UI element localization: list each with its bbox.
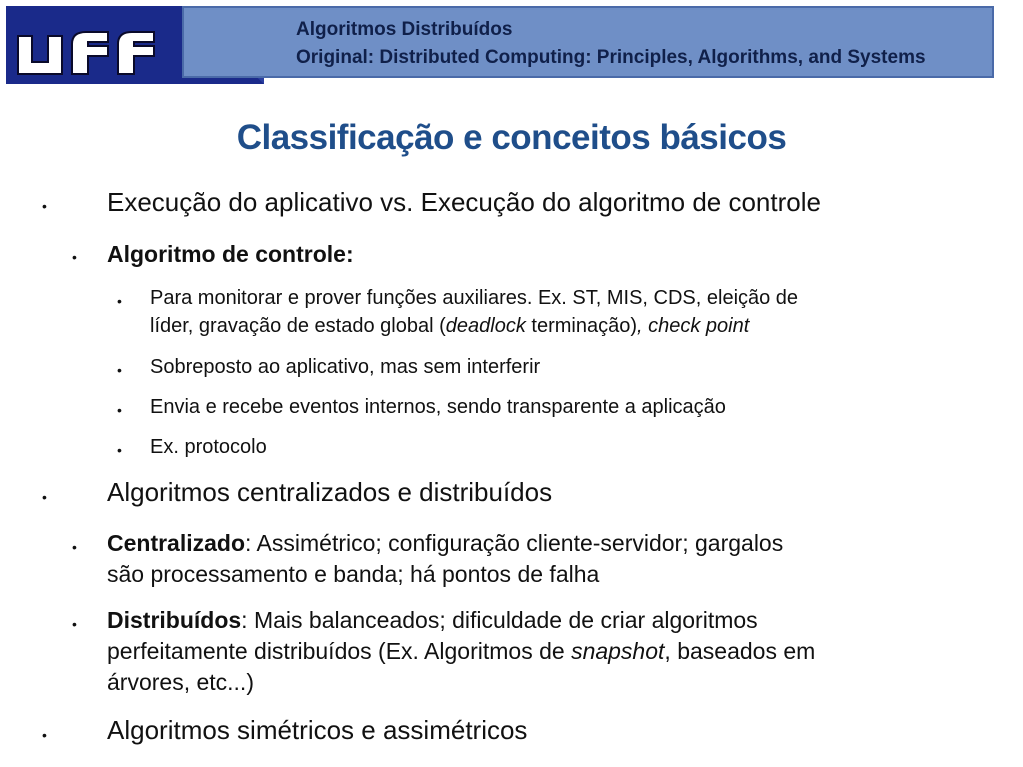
bullet-execucao: Execução do aplicativo vs. Execução do algoritmo de controle [107,187,821,217]
bullet-marker: • [42,198,47,214]
bullet-marker: • [42,489,47,505]
bullet-monitorar-line1: Para monitorar e prover funções auxiliares. Ex. ST, MIS, CDS, eleição de [150,287,799,309]
bullet-marker: • [42,727,47,743]
bullet-monitorar [150,284,798,340]
bullet-marker: • [117,362,122,378]
bullet-protocolo: Ex. protocolo [150,436,267,458]
bullet-centralizado: Centralizado: Assimétrico; configuração cliente-servidor; gargalos são processamento e banda; há pontos de falha [107,530,784,587]
bullet-marker: • [72,249,77,265]
bullet-sobreposto: Sobreposto ao aplicativo, mas sem interferir [150,356,541,378]
course-title: Algoritmos Distribuídos [296,19,513,40]
bullet-envia: Envia e recebe eventos internos, sendo transparente a aplicação [150,396,726,418]
logo-text: uff [36,28,38,29]
bullet-centralizados-distribuidos: Algoritmos centralizados e distribuídos [107,477,553,507]
bullet-algoritmo-controle: Algoritmo de controle: [107,241,354,267]
bullet-monitorar-line2: líder, gravação de estado global (deadlock terminação), check point [150,315,750,337]
bullet-marker: • [72,539,77,555]
bullet-distribuidos: Distribuídos: Mais balanceados; dificuldade de criar algoritmos perfeitamente distribuídos (Ex. Algoritmos de snapshot, baseados em árvores, etc...) [107,607,816,695]
source-title: Original: Distributed Computing: Principles, Algorithms, and Systems [296,47,926,68]
slide-title: Classificação e conceitos básicos [236,118,787,157]
bullet-marker: • [72,616,77,632]
bullet-marker: • [117,442,122,458]
bullet-marker: • [117,293,122,309]
bullet-simetricos: Algoritmos simétricos e assimétricos [107,715,528,745]
bullet-marker: • [117,402,122,418]
